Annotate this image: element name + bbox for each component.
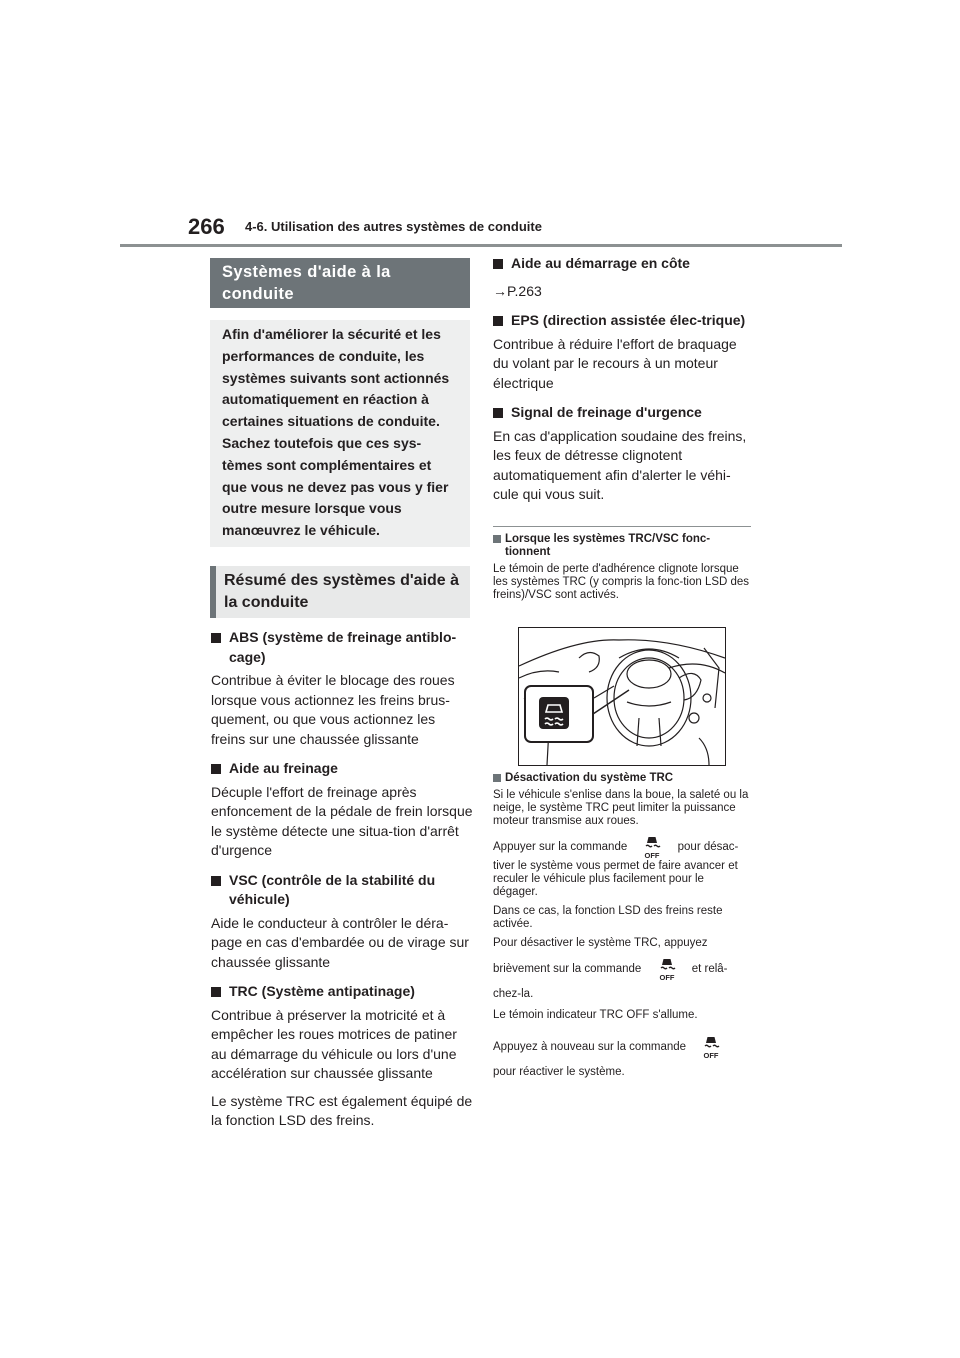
note-trc-off-text7a: Appuyez à nouveau sur la commande <box>493 1041 687 1054</box>
intro-line: automatiquement en réaction à <box>222 391 429 408</box>
abs-text: Contribue à éviter le blocage des roues lorsque vous actionnez les freins brus-quement, ou que vous actionnez les freins sur une chaussée glissante <box>211 672 455 747</box>
note-trc-off-text5c: chez-la. <box>493 988 534 1000</box>
intro-box <box>210 320 470 547</box>
note-divider <box>493 526 751 527</box>
trc-off-switch-icon <box>638 834 666 860</box>
brake-assist-text: Décuple l'effort de freinage après enfoncement de la pédale de frein lorsque le système détecte une situa-tion d'arrêt d'urgence <box>211 783 473 858</box>
off-label: OFF <box>703 1051 719 1060</box>
vsc-text: Aide le conducteur à contrôler le déra-page en cas d'embardée ou de virage sur chaussée glissante <box>211 914 469 970</box>
note-trc-off <box>493 772 751 1079</box>
page-number: 266 <box>188 214 225 239</box>
note-trc-off-text2a: Appuyer sur la commande <box>493 841 628 854</box>
trc-text-lsd: Le système TRC est également équipé de la fonction LSD des freins. <box>211 1092 473 1128</box>
note-trc-off-text2b: pour désac- <box>677 841 739 854</box>
steering-wheel-illustration <box>519 628 725 765</box>
emergency-signal-text: En cas d'application soudaine des freins, les feux de détresse clignotent automatiquement afin d'alerter le véhi-cule qui vous suit. <box>493 427 747 502</box>
intro-line: Sachez toutefois que ces sys- <box>222 434 422 451</box>
note-trc-off-text6: Le témoin indicateur TRC OFF s'allume. <box>493 1009 698 1021</box>
driving-assist-heading <box>210 258 470 308</box>
trc-text: Contribue à préserver la motricité et à empêcher les roues motrices de patiner au démarrage du véhicule ou lors d'une accélération sur chaussée glissante <box>211 1006 457 1081</box>
hill-start-ref: →P.263 <box>493 282 542 299</box>
brake-assist-heading: Aide au freinage <box>211 759 473 779</box>
trc-off-switch-icon <box>697 1034 725 1060</box>
dashboard-illustration <box>518 627 726 766</box>
intro-line: performances de conduite, les <box>222 347 425 364</box>
note-trc-off-text2c: tiver le système vous permet de faire avancer et reculer le véhicule plus facilement pour le dégager. <box>493 860 738 898</box>
note-trc-off-text3: Dans ce cas, la fonction LSD des freins reste activée. <box>493 905 723 930</box>
note-trc-off-text7b: pour réactiver le système. <box>493 1066 625 1078</box>
off-label: OFF <box>659 973 674 982</box>
vsc-heading: VSC (contrôle de la stabilité du véhicule) <box>211 871 473 910</box>
note-trc-off-text1: Si le véhicule s'enlise dans la boue, la saleté ou la neige, le système TRC peut limiter la puissance moteur transmise aux roues. <box>493 789 749 827</box>
intro-line: tèmes sont complémentaires et <box>222 456 432 473</box>
section-title: 4-6. Utilisation des autres systèmes de conduite <box>245 219 542 234</box>
emergency-signal-heading: Signal de freinage d'urgence <box>493 403 755 423</box>
summary-heading-text: Résumé des systèmes d'aide à la conduite <box>224 572 460 611</box>
trc-heading: TRC (Système antipatinage) <box>211 982 473 1002</box>
note-trc-off-text5a: brièvement sur la commande <box>493 963 642 976</box>
note-trc-vsc-text: Le témoin de perte d'adhérence clignote lorsque les systèmes TRC (y compris la fonc-tion LSD des freins)/VSC sont activés. <box>493 563 750 601</box>
header-divider <box>120 244 842 247</box>
eps-heading: EPS (direction assistée élec-trique) <box>493 311 755 331</box>
intro-line: outre mesure lorsque vous <box>222 500 402 517</box>
right-column <box>493 254 755 505</box>
note-trc-vsc-heading: Lorsque les systèmes TRC/VSC fonc-tionnent <box>493 533 751 559</box>
note-trc-off-text4: Pour désactiver le système TRC, appuyez <box>493 937 708 949</box>
note-trc-off-text5b: et relâ- <box>691 963 728 976</box>
driving-assist-heading-text: Systèmes d'aide à la conduite <box>222 263 391 303</box>
note-trc-vsc <box>493 533 751 602</box>
intro-line: que vous ne devez pas vous y fier <box>222 478 449 495</box>
off-label: OFF <box>644 851 660 860</box>
intro-line: Afin d'améliorer la sécurité et les <box>222 326 441 342</box>
summary-heading <box>210 566 470 618</box>
left-column <box>211 628 473 1131</box>
intro-line: manœuvrez le véhicule. <box>222 522 380 539</box>
note-trc-off-heading: Désactivation du système TRC <box>493 772 751 785</box>
intro-line: systèmes suivants sont actionnés <box>222 369 450 386</box>
intro-line: certaines situations de conduite. <box>222 413 440 430</box>
hill-start-heading: Aide au démarrage en côte <box>493 254 755 274</box>
trc-off-switch-icon <box>653 956 681 982</box>
eps-text: Contribue à réduire l'effort de braquage du volant par le recours à un moteur électrique <box>493 335 737 391</box>
abs-heading: ABS (système de freinage antiblo-cage) <box>211 628 473 667</box>
